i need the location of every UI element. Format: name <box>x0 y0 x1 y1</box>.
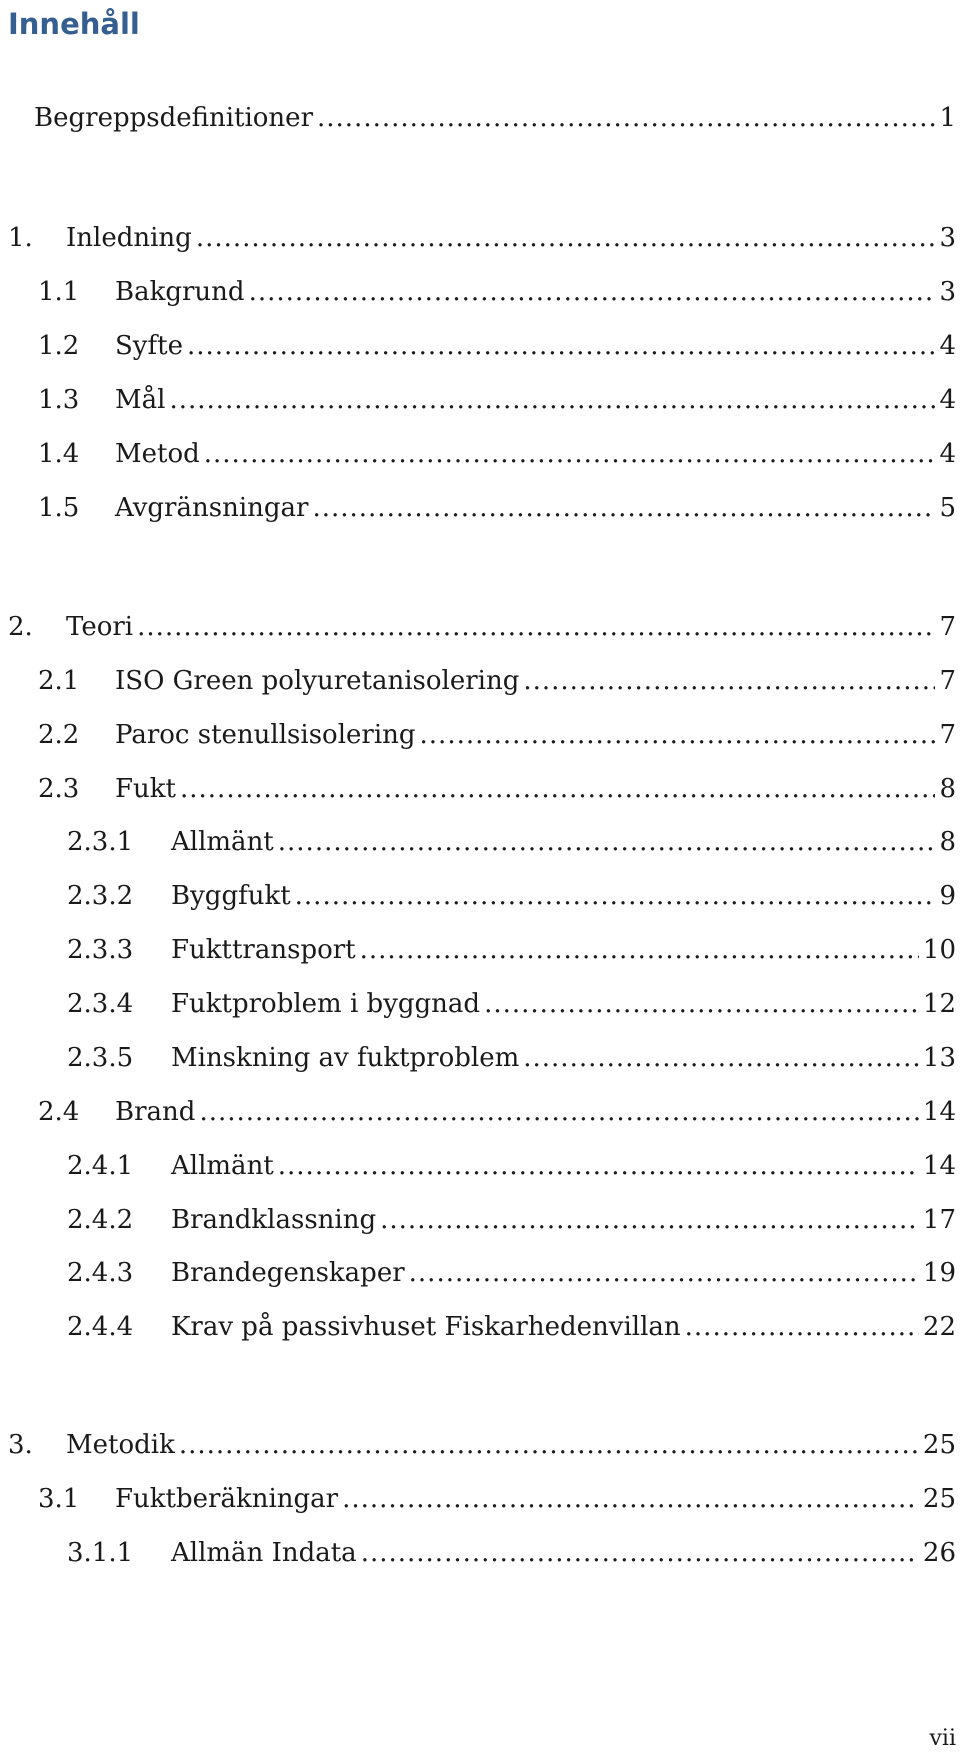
toc-entry-page: 10 <box>922 935 956 965</box>
toc-entry[interactable] <box>0 715 956 755</box>
toc-entry[interactable] <box>0 769 956 809</box>
toc-entry[interactable] <box>0 1253 956 1293</box>
toc-entry-title: ISO Green polyuretanisolering <box>115 666 520 696</box>
toc-entry-title: Inledning <box>66 223 192 253</box>
toc-entry-page: 19 <box>922 1258 956 1288</box>
toc-entry-number: 2.4.4 <box>67 1312 134 1342</box>
toc-leader <box>420 715 936 755</box>
toc-entry-number: 2.4.3 <box>67 1258 134 1288</box>
toc-entry-title: Brandegenskaper <box>171 1258 405 1288</box>
toc-entry-page: 8 <box>939 774 956 804</box>
toc-leader <box>180 769 935 809</box>
toc-entry[interactable] <box>0 488 956 528</box>
toc-entry-number: 2.1 <box>38 666 80 696</box>
toc-entry-title: Allmänt <box>171 827 274 857</box>
toc-entry[interactable] <box>0 326 956 366</box>
toc-entry-title: Metod <box>115 439 200 469</box>
toc-leader <box>380 1200 919 1240</box>
toc-entry-title: Fuktberäkningar <box>115 1484 339 1514</box>
toc-entry-page: 7 <box>939 720 956 750</box>
toc-entry-number: 3. <box>8 1430 33 1460</box>
toc-entry[interactable] <box>0 607 956 647</box>
toc-leader <box>409 1253 919 1293</box>
toc-leader <box>169 380 935 420</box>
toc-entry-title: Begreppsdefinitioner <box>34 103 313 133</box>
toc-entry[interactable] <box>0 876 956 916</box>
toc-leader <box>196 218 936 258</box>
toc-entry-number: 2.4.2 <box>67 1205 134 1235</box>
toc-entry-page: 17 <box>922 1205 956 1235</box>
toc-entry-page: 26 <box>922 1538 956 1568</box>
toc-entry-number: 2.4 <box>38 1097 80 1127</box>
toc-entry-page: 5 <box>939 493 956 523</box>
toc-entry[interactable] <box>0 218 956 258</box>
toc-entry[interactable] <box>0 98 956 138</box>
toc-leader <box>360 930 919 970</box>
toc-entry[interactable] <box>0 1307 956 1347</box>
toc-entry[interactable] <box>0 1425 956 1465</box>
toc-entry-number: 3.1 <box>38 1484 80 1514</box>
toc-entry-title: Bakgrund <box>115 277 245 307</box>
toc-entry-title: Allmänt <box>171 1151 274 1181</box>
toc-entry-title: Minskning av fuktproblem <box>171 1043 520 1073</box>
toc-entry[interactable] <box>0 984 956 1024</box>
toc-entry[interactable] <box>0 661 956 701</box>
toc-leader <box>523 661 935 701</box>
toc-entry-page: 13 <box>922 1043 956 1073</box>
toc-leader <box>685 1307 919 1347</box>
toc-entry-number: 2.3.1 <box>67 827 134 857</box>
toc-entry[interactable] <box>0 1533 956 1573</box>
toc-entry-title: Brand <box>115 1097 196 1127</box>
toc-entry-title: Fukt <box>115 774 176 804</box>
toc-leader <box>317 98 935 138</box>
toc-entry-title: Metodik <box>66 1430 175 1460</box>
toc-entry[interactable] <box>0 1092 956 1132</box>
toc-leader <box>278 1146 919 1186</box>
toc-entry[interactable] <box>0 380 956 420</box>
toc-entry-page: 4 <box>939 439 956 469</box>
toc-entry[interactable] <box>0 822 956 862</box>
toc-entry-title: Fuktproblem i byggnad <box>171 989 481 1019</box>
toc-entry-title: Avgränsningar <box>115 493 309 523</box>
toc-entry-title: Mål <box>115 385 166 415</box>
toc-entry-title: Krav på passivhuset Fiskarhedenvillan <box>171 1312 681 1342</box>
toc-entry-number: 2.3.5 <box>67 1043 134 1073</box>
toc-entry-title: Paroc stenullsisolering <box>115 720 416 750</box>
toc-entry-page: 22 <box>922 1312 956 1342</box>
toc-entry-number: 1.2 <box>38 331 80 361</box>
page-number-footer: vii <box>929 1726 956 1751</box>
toc-entry-page: 25 <box>922 1484 956 1514</box>
page-title: Innehåll <box>8 7 140 41</box>
toc-entry-page: 4 <box>939 331 956 361</box>
toc-entry-page: 7 <box>939 666 956 696</box>
toc-entry-page: 1 <box>939 103 956 133</box>
toc-entry[interactable] <box>0 434 956 474</box>
toc-entry-page: 3 <box>939 223 956 253</box>
toc-entry-title: Syfte <box>115 331 183 361</box>
toc-leader <box>249 272 936 312</box>
toc-entry-number: 1.4 <box>38 439 80 469</box>
toc-leader <box>361 1533 919 1573</box>
toc-entry-title: Brandklassning <box>171 1205 377 1235</box>
toc-leader <box>312 488 935 528</box>
toc-entry-page: 14 <box>922 1097 956 1127</box>
toc-entry-title: Fukttransport <box>171 935 356 965</box>
toc-entry-page: 25 <box>922 1430 956 1460</box>
toc-entry-number: 2.3.3 <box>67 935 134 965</box>
toc-entry-page: 14 <box>922 1151 956 1181</box>
toc-entry-title: Allmän Indata <box>171 1538 357 1568</box>
toc-entry-page: 7 <box>939 612 956 642</box>
toc-entry-number: 1.1 <box>38 277 80 307</box>
toc-entry-number: 2. <box>8 612 33 642</box>
toc-leader <box>204 434 936 474</box>
toc-leader <box>199 1092 918 1132</box>
toc-leader <box>187 326 935 366</box>
toc-entry-page: 4 <box>939 385 956 415</box>
toc-entry-title: Byggfukt <box>171 881 291 911</box>
toc-entry-number: 3.1.1 <box>67 1538 134 1568</box>
toc-leader <box>179 1425 919 1465</box>
toc-entry[interactable] <box>0 1479 956 1519</box>
toc-entry[interactable] <box>0 1038 956 1078</box>
toc-entry-number: 1. <box>8 223 33 253</box>
toc-entry-number: 2.3.2 <box>67 881 134 911</box>
toc-leader <box>484 984 919 1024</box>
toc-entry-number: 2.4.1 <box>67 1151 134 1181</box>
toc-entry-number: 2.2 <box>38 720 80 750</box>
toc-entry[interactable] <box>0 930 956 970</box>
toc-entry-number: 2.3 <box>38 774 80 804</box>
toc-entry-number: 1.3 <box>38 385 80 415</box>
toc-leader <box>295 876 936 916</box>
toc-leader <box>342 1479 919 1519</box>
toc-leader <box>278 822 936 862</box>
toc-entry-page: 9 <box>939 881 956 911</box>
toc-leader <box>523 1038 919 1078</box>
toc-entry-page: 3 <box>939 277 956 307</box>
toc-entry-number: 1.5 <box>38 493 80 523</box>
toc-entry[interactable] <box>0 1200 956 1240</box>
toc-entry-title: Teori <box>66 612 134 642</box>
toc-entry[interactable] <box>0 272 956 312</box>
toc-entry-page: 12 <box>922 989 956 1019</box>
toc-entry-number: 2.3.4 <box>67 989 134 1019</box>
toc-leader <box>137 607 935 647</box>
toc-entry-page: 8 <box>939 827 956 857</box>
toc-entry[interactable] <box>0 1146 956 1186</box>
